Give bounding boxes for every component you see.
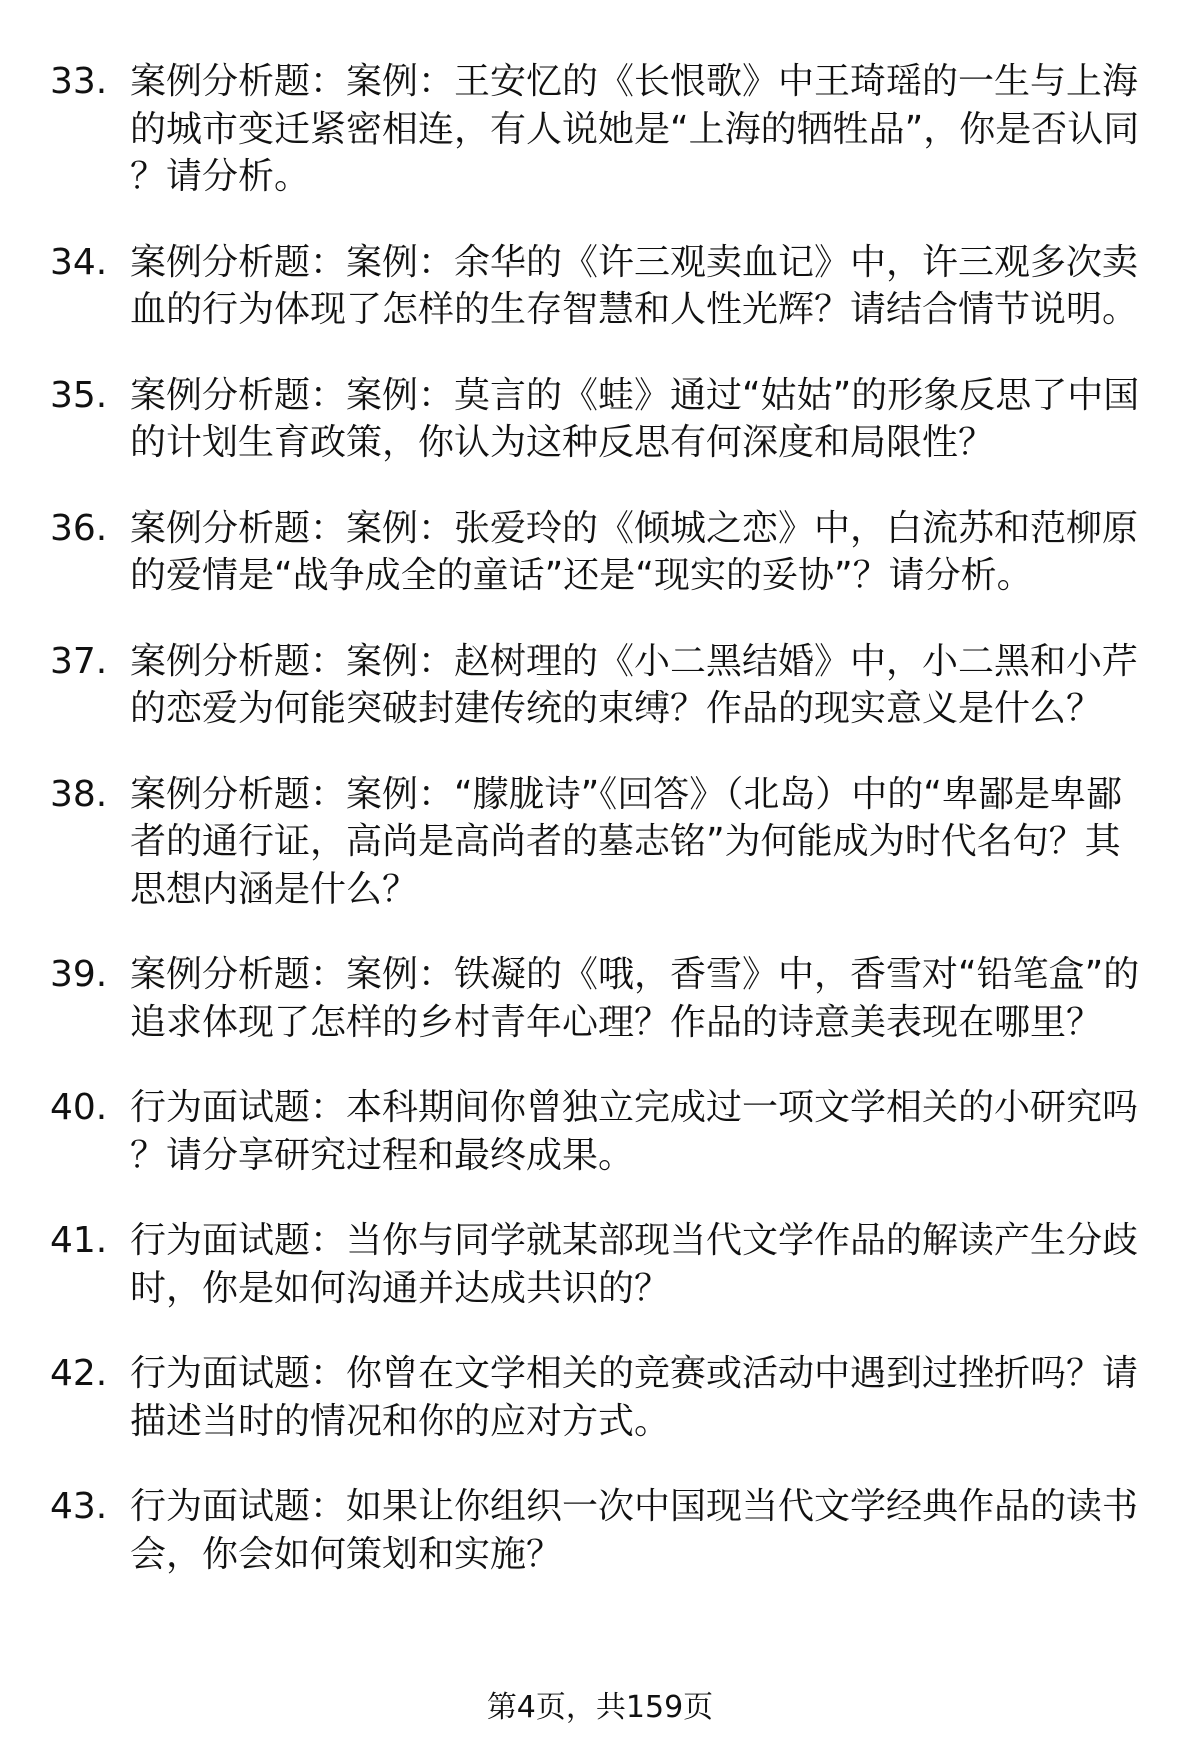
question-number: 36. — [50, 507, 108, 549]
question-item — [50, 638, 1150, 733]
question-number: 39. — [50, 954, 108, 995]
question-item — [50, 239, 1150, 334]
question-item — [50, 1217, 1150, 1312]
question-text: 案例分析题：案例：王安忆的《长恨歌》中王琦瑶的一生与上海的城市变迁紧密相连，有人说她是“上海的牺牲品”，你是否认同？请分析。 — [130, 61, 1140, 197]
question-text: 案例分析题：案例：莫言的《蛙》通过“姑姑”的形象反思了中国的计划生育政策，你认为这种反思有何深度和局限性？ — [130, 374, 1140, 463]
question-text: 案例分析题：案例：铁凝的《哦，香雪》中，香雪对“铅笔盒”的追求体现了怎样的乡村青年心理？作品的诗意美表现在哪里？ — [130, 954, 1140, 1043]
question-list — [50, 58, 1150, 1616]
question-text: 行为面试题：本科期间你曾独立完成过一项文学相关的小研究吗？请分享研究过程和最终成果。 — [130, 1087, 1139, 1176]
question-item — [50, 771, 1150, 914]
question-item — [50, 58, 1150, 201]
question-text: 行为面试题：当你与同学就某部现当代文学作品的解读产生分歧时，你是如何沟通并达成共识的？ — [130, 1220, 1139, 1309]
question-text: 行为面试题：你曾在文学相关的竞赛或活动中遇到过挫折吗？请描述当时的情况和你的应对方式。 — [130, 1353, 1139, 1442]
question-text: 案例分析题：案例：余华的《许三观卖血记》中，许三观多次卖血的行为体现了怎样的生存智慧和人性光辉？请结合情节说明。 — [130, 241, 1139, 330]
question-text: 行为面试题：如果让你组织一次中国现当代文学经典作品的读书会，你会如何策划和实施？ — [130, 1486, 1139, 1575]
question-number: 42. — [50, 1353, 108, 1394]
question-number: 40. — [50, 1087, 108, 1128]
question-text: 案例分析题：案例：张爱玲的《倾城之恋》中，白流苏和范柳原的爱情是“战争成全的童话”还是“现实的妥协”？请分析。 — [130, 507, 1139, 596]
question-number: 33. — [50, 61, 108, 102]
question-item — [50, 505, 1150, 600]
question-text: 案例分析题：案例：“朦胧诗”《回答》（北岛）中的“卑鄙是卑鄙者的通行证，高尚是高尚者的墓志铭”为何能成为时代名句？其思想内涵是什么？ — [130, 773, 1122, 910]
question-number: 38. — [50, 773, 108, 815]
question-number: 43. — [50, 1486, 108, 1527]
question-item — [50, 1350, 1150, 1445]
question-number: 35. — [50, 374, 108, 416]
question-item — [50, 1483, 1150, 1578]
question-text: 案例分析题：案例：赵树理的《小二黑结婚》中，小二黑和小芹的恋爱为何能突破封建传统的束缚？作品的现实意义是什么？ — [130, 640, 1139, 729]
question-item — [50, 372, 1150, 467]
question-item — [50, 1084, 1150, 1179]
question-number: 41. — [50, 1220, 108, 1261]
page-footer: 第4页，共159页 — [486, 1690, 714, 1725]
question-number: 34. — [50, 241, 108, 283]
question-number: 37. — [50, 640, 108, 682]
question-item — [50, 951, 1150, 1046]
